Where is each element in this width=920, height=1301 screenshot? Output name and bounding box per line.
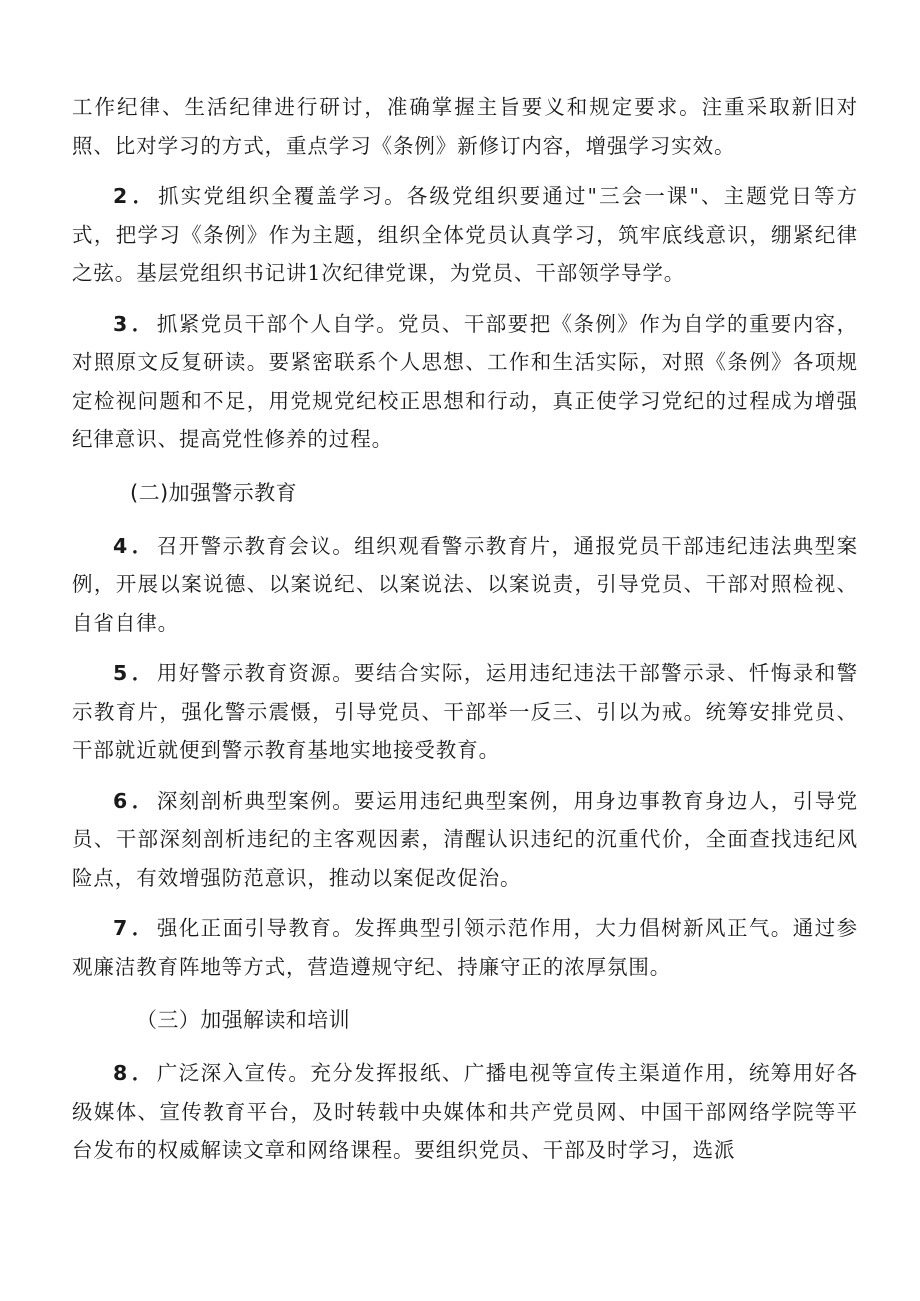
item-number: 8．	[113, 1061, 157, 1085]
paragraph-text: 抓紧党员干部个人自学。党员、干部要把《条例》作为自学的重要内容，对照原文反复研读。要紧密联系个人思想、工作和生活实际，对照《条例》各项规定检视问题和不足，用党规党纪校正思想和行动，真正使学习党纪的过程成为增强纪律意识、提高党性修养的过程。	[72, 311, 858, 451]
paragraph-item-3	[72, 305, 858, 459]
item-number: 2．	[113, 184, 159, 208]
item-number: 7．	[113, 916, 157, 940]
paragraph-item-4	[72, 527, 858, 643]
paragraph-gap	[72, 770, 858, 782]
paragraph-text: 抓实党组织全覆盖学习。各级党组织要通过"三会一课"、主题党日等方式，把学习《条例》作为主题，组织全体党员认真学习，筑牢底线意识，绷紧纪律之弦。基层党组织书记讲1次纪律党课，为党员、干部领学导学。	[72, 184, 858, 285]
item-number: 6．	[113, 788, 157, 813]
paragraph-item-7	[72, 909, 858, 986]
paragraph-item-2	[72, 177, 858, 293]
paragraph-text: 深刻剖析典型案例。要运用违纪典型案例，用身边事教育身边人，引导党员、干部深刻剖析违纪的主客观因素，清醒认识违纪的沉重代价，全面查找违纪风险点，有效增强防范意识，推动以案促改促治。	[72, 788, 858, 890]
paragraph-gap	[72, 515, 858, 527]
paragraph-text: 广泛深入宣传。充分发挥报纸、广播电视等宣传主渠道作用，统筹用好各级媒体、宣传教育平台，及时转载中央媒体和共产党员网、中国干部网络学院等平台发布的权威解读文章和网络课程。要组织党员、干部及时学习，选派	[72, 1061, 858, 1162]
paragraph-item-5	[72, 654, 858, 770]
paragraph-gap	[72, 459, 858, 471]
document-body	[72, 88, 858, 1170]
paragraph-gap	[72, 1042, 858, 1054]
paragraph-item-6	[72, 782, 858, 898]
paragraph-text: 工作纪律、生活纪律进行研讨，准确掌握主旨要义和规定要求。注重采取新旧对照、比对学习的方式，重点学习《条例》新修订内容，增强学习实效。	[72, 95, 858, 158]
section-heading-3: （三）加强解读和培训	[136, 1008, 350, 1032]
paragraph-text: 组织观看警示教育片，通报党员干部违纪违法典型案例，开展以案说德、以案说纪、以案说法、以案说责，引导党员、干部对照检视、自省自律。	[72, 533, 859, 635]
section-heading-2: (二)加强警示教育	[130, 480, 297, 505]
paragraph-text: 强化正面引导教育。发挥典型引领示范作用，大力倡树新风正气。通过参观廉洁教育阵地等方式，营造遵规守纪、持廉守正的浓厚氛围。	[72, 916, 858, 979]
paragraph-gap	[72, 986, 858, 998]
paragraph-text: 用好警示教育资源。要结合实际，运用违纪违法干部警示录、忏悔录和警示教育片，强化警示震慑，引导党员、干部举一反三、引以为戒。统筹安排党员、干部就近就便到警示教育基地实地接受教育。	[72, 661, 858, 762]
paragraph-gap	[72, 293, 858, 305]
item-lead: 召开警示教育会议。	[156, 533, 355, 558]
paragraph-gap	[72, 897, 858, 909]
item-number: 4．	[113, 533, 157, 558]
paragraph-item-8	[72, 1054, 858, 1170]
item-number: 3．	[113, 311, 157, 336]
paragraph-gap	[72, 642, 858, 654]
paragraph-gap	[72, 165, 858, 177]
paragraph-continued	[72, 88, 858, 165]
item-number: 5．	[113, 661, 157, 685]
